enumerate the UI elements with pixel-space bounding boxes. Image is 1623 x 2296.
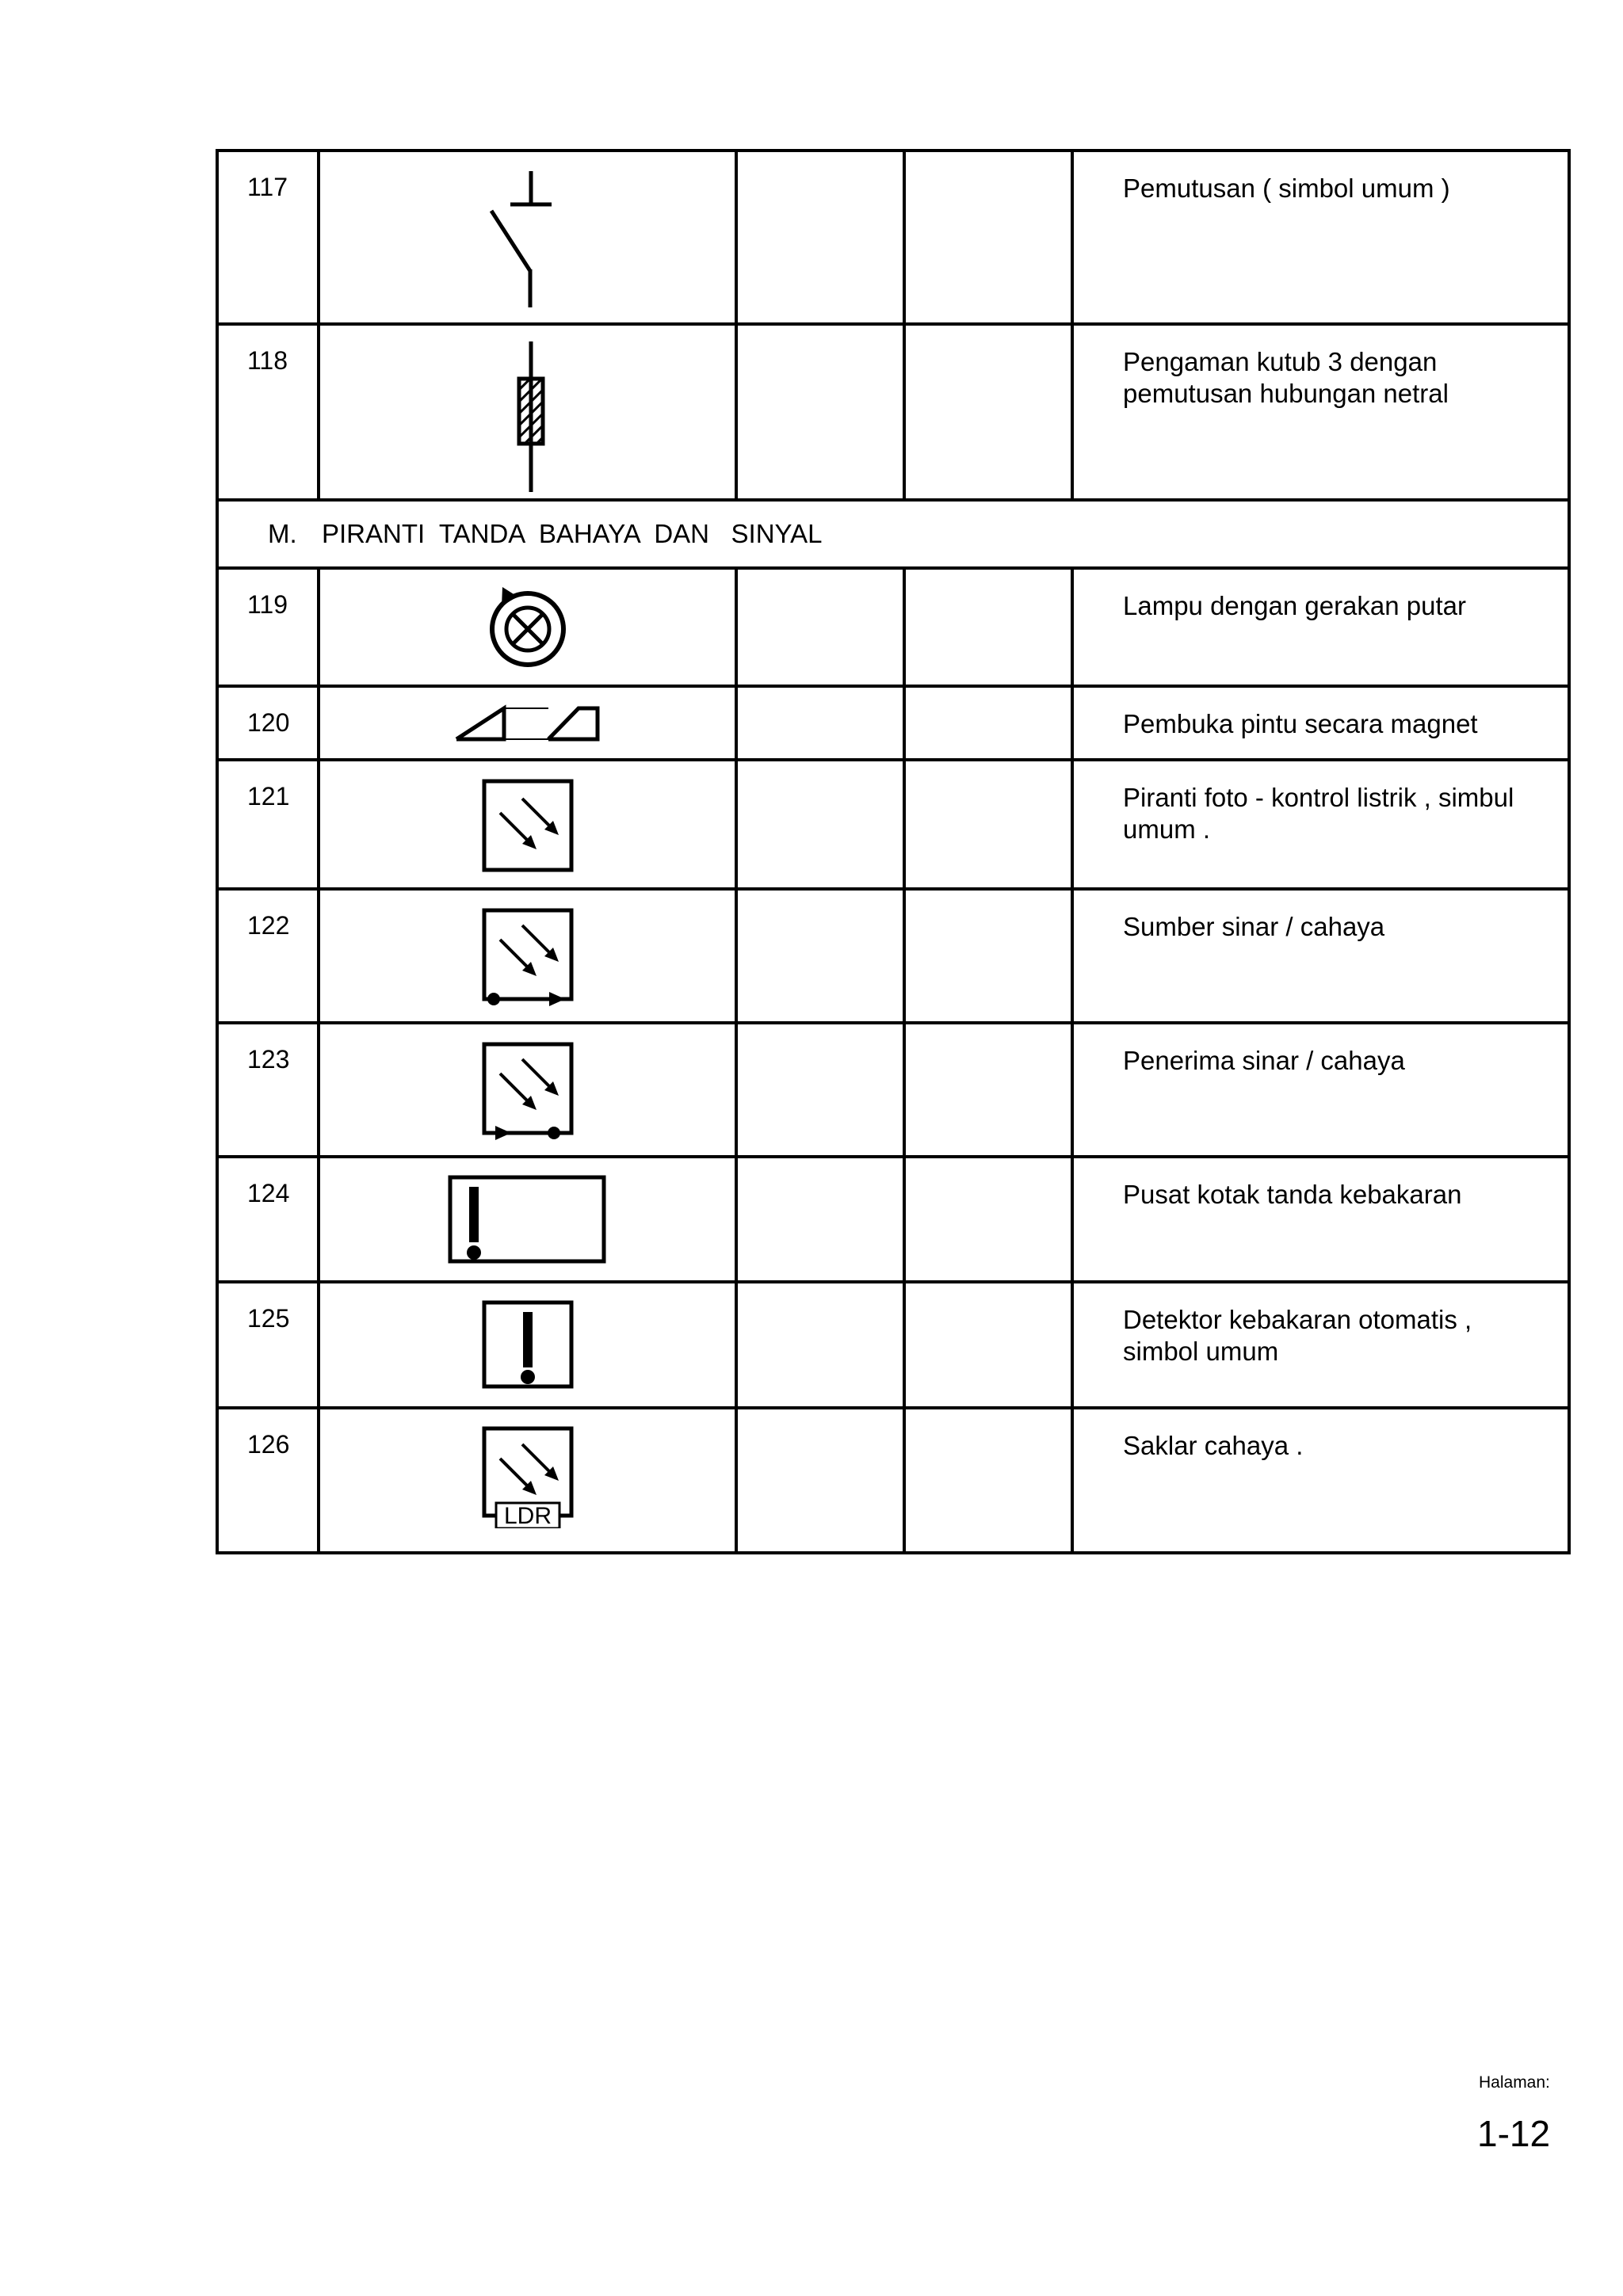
row-description: Sumber sinar / cahaya (1072, 889, 1569, 1023)
row-number: 118 (217, 324, 319, 500)
light-source-icon (468, 891, 587, 1017)
row-number: 120 (217, 686, 319, 760)
symbol-cell (319, 1023, 736, 1157)
empty-cell (904, 324, 1072, 500)
rotating-lamp-icon (472, 570, 583, 681)
empty-cell (736, 568, 904, 686)
row-description: Pemutusan ( simbol umum ) (1072, 151, 1569, 324)
table-row (217, 568, 1569, 686)
table-row (217, 151, 1569, 324)
row-number: 121 (217, 760, 319, 889)
row-number: 124 (217, 1157, 319, 1282)
table-row (217, 889, 1569, 1023)
empty-cell (904, 760, 1072, 889)
section-text: PIRANTI TANDA BAHAYA DAN SINYAL (322, 519, 823, 548)
row-description (1072, 324, 1569, 500)
symbol-cell (319, 324, 736, 500)
symbol-cell (319, 1157, 736, 1282)
fuse-three-pole-icon (496, 326, 559, 495)
empty-cell (736, 1408, 904, 1553)
desc-line: umum . (1123, 814, 1211, 844)
table-row (217, 324, 1569, 500)
empty-cell (904, 1023, 1072, 1157)
row-number: 126 (217, 1408, 319, 1553)
empty-cell (736, 1282, 904, 1408)
page-number: 1-12 (1477, 2113, 1551, 2154)
desc-line: simbol umum (1123, 1337, 1279, 1366)
table-row (217, 760, 1569, 889)
ldr-label: LDR (503, 1503, 552, 1528)
row-description (1072, 760, 1569, 889)
switch-break-icon (480, 152, 575, 311)
table-row (217, 1157, 1569, 1282)
row-description: Penerima sinar / cahaya (1072, 1023, 1569, 1157)
desc-line: Detektor kebakaran otomatis , (1123, 1305, 1472, 1334)
symbol-table (216, 149, 1571, 1554)
empty-cell (904, 889, 1072, 1023)
symbol-cell (319, 151, 736, 324)
empty-cell (736, 889, 904, 1023)
fire-alarm-center-icon (441, 1158, 615, 1269)
page-label: Halaman: (1479, 2073, 1550, 2092)
empty-cell (904, 1282, 1072, 1408)
row-number: 122 (217, 889, 319, 1023)
empty-cell (904, 1157, 1072, 1282)
row-description (1072, 1282, 1569, 1408)
fire-detector-icon (476, 1283, 579, 1394)
section-letter: M. (268, 519, 297, 548)
row-description: Pembuka pintu secara magnet (1072, 686, 1569, 760)
empty-cell (736, 1157, 904, 1282)
row-number: 123 (217, 1023, 319, 1157)
section-title (217, 500, 1569, 568)
table-row (217, 1023, 1569, 1157)
row-number: 117 (217, 151, 319, 324)
table-row (217, 1408, 1569, 1553)
magnetic-door-opener-icon (449, 688, 607, 751)
symbol-cell (319, 568, 736, 686)
empty-cell (736, 324, 904, 500)
empty-cell (736, 686, 904, 760)
table-row (217, 1282, 1569, 1408)
empty-cell (904, 686, 1072, 760)
row-description: Pusat kotak tanda kebakaran (1072, 1157, 1569, 1282)
row-description: Lampu dengan gerakan putar (1072, 568, 1569, 686)
empty-cell (736, 1023, 904, 1157)
empty-cell (904, 568, 1072, 686)
symbol-cell (319, 1282, 736, 1408)
section-header-row (217, 500, 1569, 568)
row-number: 119 (217, 568, 319, 686)
light-receiver-icon (468, 1024, 587, 1151)
row-number: 125 (217, 1282, 319, 1408)
symbol-cell (319, 1408, 736, 1553)
table-row (217, 686, 1569, 760)
empty-cell (736, 151, 904, 324)
light-switch-ldr-icon (476, 1409, 579, 1528)
symbol-cell (319, 889, 736, 1023)
desc-line: pemutusan hubungan netral (1123, 379, 1449, 408)
empty-cell (904, 1408, 1072, 1553)
desc-line: Pengaman kutub 3 dengan (1123, 347, 1438, 376)
desc-line: Piranti foto - kontrol listrik , simbul (1123, 783, 1514, 812)
empty-cell (904, 151, 1072, 324)
symbol-cell (319, 686, 736, 760)
symbol-cell (319, 760, 736, 889)
row-description: Saklar cahaya . (1072, 1408, 1569, 1553)
photo-control-icon (476, 761, 579, 880)
empty-cell (736, 760, 904, 889)
